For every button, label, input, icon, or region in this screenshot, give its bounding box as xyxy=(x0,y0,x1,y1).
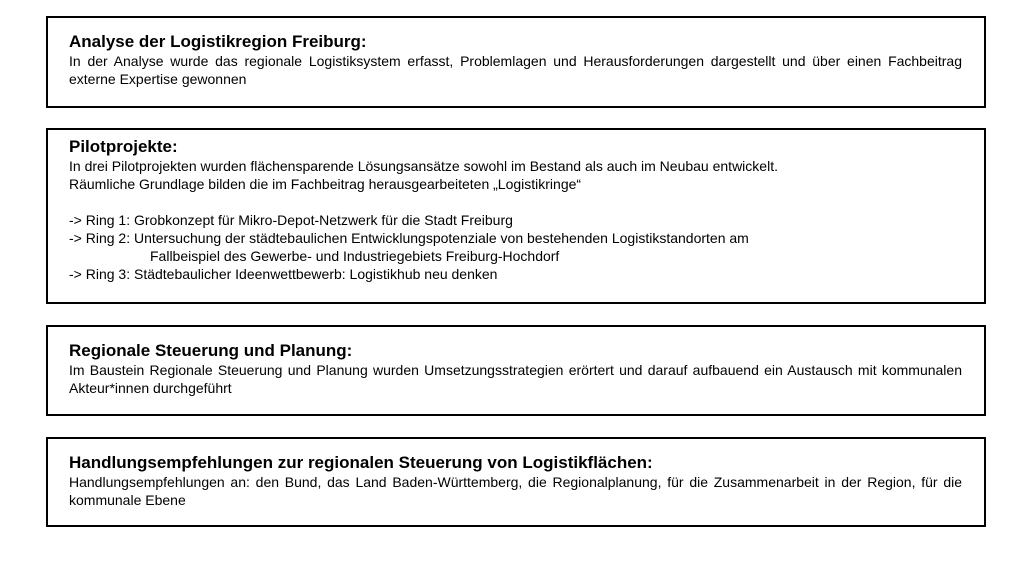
section-title: Regionale Steuerung und Planung: xyxy=(69,341,353,360)
ring-2-item-continuation: Fallbeispiel des Gewerbe- und Industriegebiets Freiburg-Hochdorf xyxy=(150,248,560,264)
section-text-line-2: Räumliche Grundlage bilden die im Fachbeitrag herausgearbeiteten „Logistikringe“ xyxy=(69,176,582,192)
section-steuerung-box xyxy=(46,325,986,416)
section-text: In der Analyse wurde das regionale Logistiksystem erfasst, Problemlagen und Herausforderungen dargestellt und über einen Fachbeitrag externe Expertise gewonnen xyxy=(69,53,962,87)
section-title: Handlungsempfehlungen zur regionalen Steuerung von Logistikflächen: xyxy=(69,453,653,472)
section-analyse-box xyxy=(46,16,986,108)
section-handlungsempfehlungen-box xyxy=(46,437,986,527)
section-pilotprojekte-box xyxy=(46,128,986,304)
spacer xyxy=(69,193,962,211)
section-text: Im Baustein Regionale Steuerung und Planung wurden Umsetzungsstrategien erörtert und darauf aufbauend ein Austausch mit kommunalen Akteur*innen durchgeführt xyxy=(69,362,962,396)
section-title: Pilotprojekte: xyxy=(69,137,178,156)
section-text: Handlungsempfehlungen an: den Bund, das Land Baden-Württemberg, die Regionalplanung, für die Zusammenarbeit in der Region, für die kommunale Ebene xyxy=(69,474,962,508)
section-text-line-1: In drei Pilotprojekten wurden flächensparende Lösungsansätze sowohl im Bestand als auch im Neubau entwickelt. xyxy=(69,158,778,174)
section-title: Analyse der Logistikregion Freiburg: xyxy=(69,32,367,51)
ring-1-item: -> Ring 1: Grobkonzept für Mikro-Depot-Netzwerk für die Stadt Freiburg xyxy=(69,212,513,228)
ring-3-item: -> Ring 3: Städtebaulicher Ideenwettbewerb: Logistikhub neu denken xyxy=(69,266,498,282)
ring-2-item: -> Ring 2: Untersuchung der städtebaulichen Entwicklungspotenziale von bestehenden Logistikstandorten am xyxy=(69,230,749,246)
